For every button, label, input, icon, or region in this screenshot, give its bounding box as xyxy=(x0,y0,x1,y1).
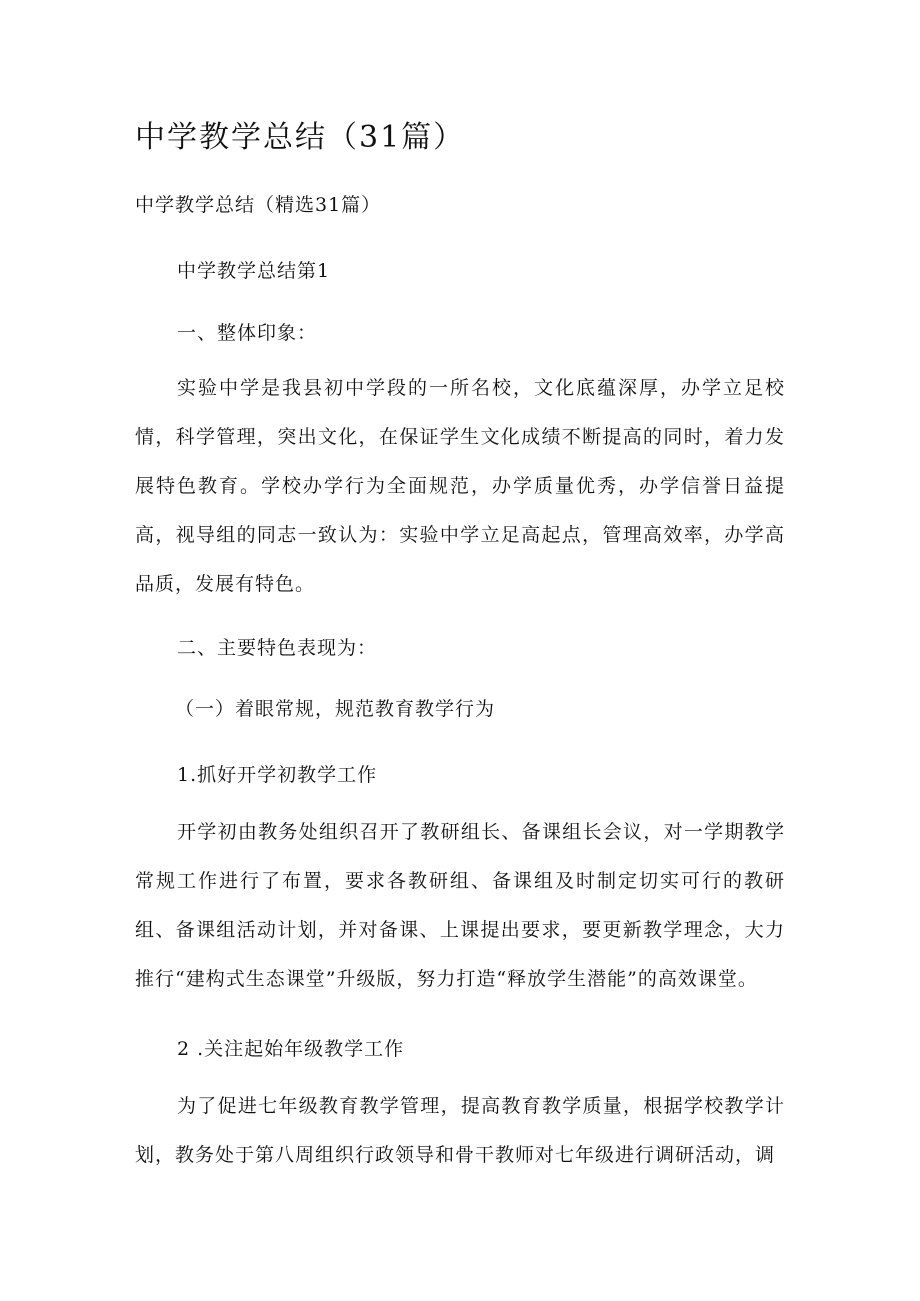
paragraph-overall-impression: 实验中学是我县初中学段的一所名校，文化底蕴深厚，办学立足校情，科学管理，突出文化，在保证学生文化成绩不断提高的同时，着力发展特色教育。学校办学行为全面规范，办学质量优秀，办学信誉日益提高，视导组的同志一致认为：实验中学立足高起点，管理高效率，办学高品质，发展有特色。 xyxy=(135,377,785,595)
item-title-starting-grade: 2 .关注起始年级教学工作 xyxy=(177,1038,405,1060)
heading-overall-impression: 一、整体印象： xyxy=(177,322,318,344)
document-subtitle: 中学教学总结（精选31篇） xyxy=(135,194,382,216)
item-title-semester-start: 1.抓好开学初教学工作 xyxy=(177,764,378,786)
section-title: 中学教学总结第1 xyxy=(177,260,331,282)
paragraph-semester-start: 开学初由教务处组织召开了教研组长、备课组长会议，对一学期教学常规工作进行了布置，要求各教研组、备课组及时制定切实可行的教研组、备课组活动计划，并对备课、上课提出要求，要更新教学理念，大力推行“建构式生态课堂”升级版，努力打造“释放学生潜能”的高效课堂。 xyxy=(135,821,785,990)
document-title: 中学教学总结（31篇） xyxy=(135,120,466,155)
paragraph-starting-grade: 为了促进七年级教育教学管理，提高教育教学质量，根据学校教学计划，教务处于第八周组织行政领导和骨干教师对七年级进行调研活动，调 xyxy=(135,1095,785,1166)
subheading-routine: （一）着眼常规，规范教育教学行为 xyxy=(175,698,496,720)
heading-main-features: 二、主要特色表现为： xyxy=(177,637,378,659)
